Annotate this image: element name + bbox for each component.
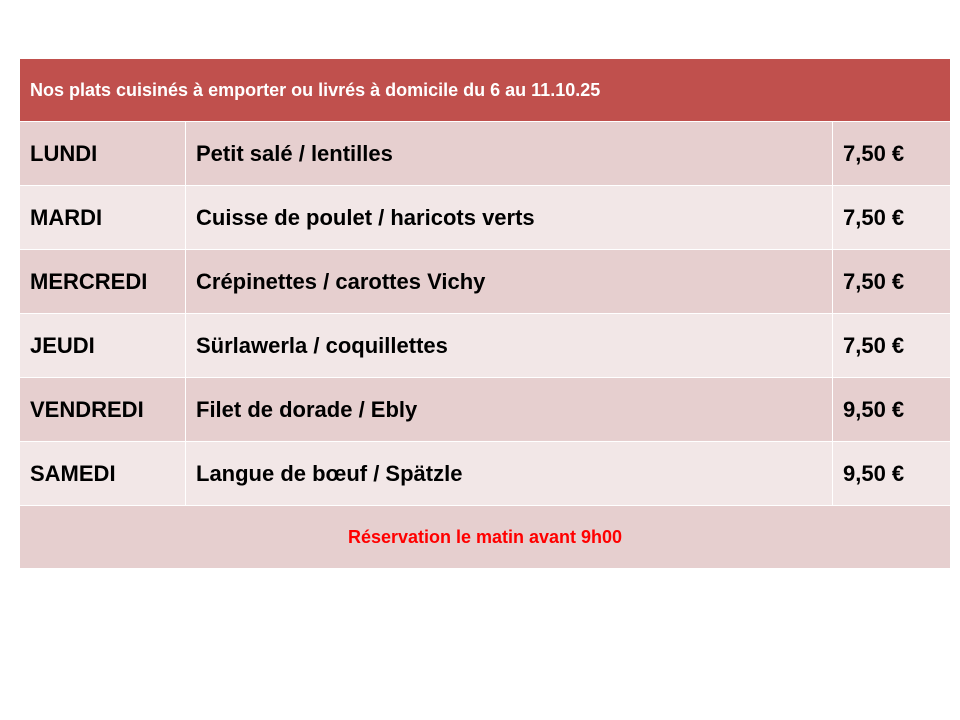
menu-row-mardi (20, 186, 951, 250)
day-cell: MARDI (20, 186, 186, 250)
dish-cell: Sürlawerla / coquillettes (186, 314, 833, 378)
price-cell: 7,50 € (833, 250, 951, 314)
price-cell: 9,50 € (833, 378, 951, 442)
dish-cell: Filet de dorade / Ebly (186, 378, 833, 442)
dish-cell: Petit salé / lentilles (186, 122, 833, 186)
menu-row-lundi (20, 122, 951, 186)
menu-footer-row (20, 506, 951, 569)
menu-title: Nos plats cuisinés à emporter ou livrés à domicile du 6 au 11.10.25 (20, 59, 951, 122)
price-cell: 7,50 € (833, 186, 951, 250)
price-cell: 7,50 € (833, 314, 951, 378)
dish-cell: Cuisse de poulet / haricots verts (186, 186, 833, 250)
day-cell: VENDREDI (20, 378, 186, 442)
weekly-menu-table (19, 58, 951, 569)
menu-header-row (20, 59, 951, 122)
reservation-note: Réservation le matin avant 9h00 (20, 506, 951, 569)
day-cell: SAMEDI (20, 442, 186, 506)
dish-cell: Langue de bœuf / Spätzle (186, 442, 833, 506)
price-cell: 9,50 € (833, 442, 951, 506)
menu-row-jeudi (20, 314, 951, 378)
day-cell: JEUDI (20, 314, 186, 378)
menu-row-vendredi (20, 378, 951, 442)
menu-row-samedi (20, 442, 951, 506)
menu-row-mercredi (20, 250, 951, 314)
day-cell: LUNDI (20, 122, 186, 186)
price-cell: 7,50 € (833, 122, 951, 186)
dish-cell: Crépinettes / carottes Vichy (186, 250, 833, 314)
day-cell: MERCREDI (20, 250, 186, 314)
